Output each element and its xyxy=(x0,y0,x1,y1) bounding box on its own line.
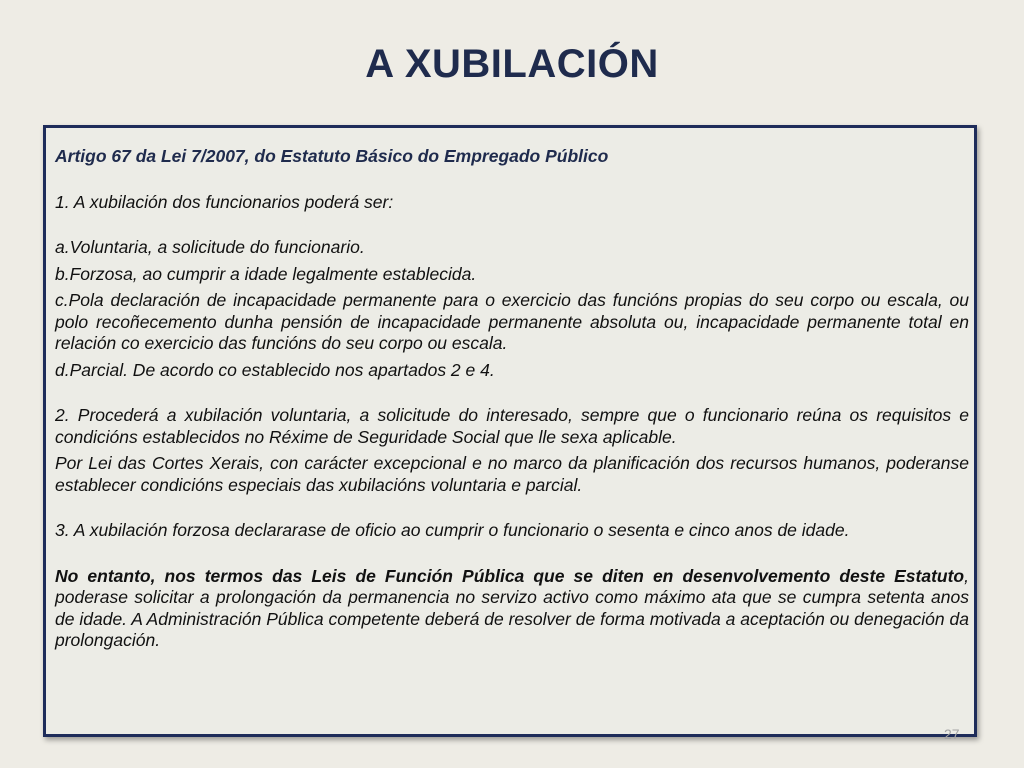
section3-rest: , poderase solicitar a prolongación da permanencia no servizo activo como máximo ata que se cumpra setenta anos de idade. A Administración Pública competente deberá de resolver de forma motivada a aceptación ou denegación da prolongación. xyxy=(55,565,969,650)
section3-paragraph-1: 3. A xubilación forzosa declararase de oficio ao cumprir o funcionario o sesenta e cinco anos de idade. xyxy=(55,520,850,540)
article-text xyxy=(55,146,969,652)
item-b: b.Forzosa, ao cumprir a idade legalmente establecida. xyxy=(55,263,477,284)
article-heading: Artigo 67 da Lei 7/2007, do Estatuto Básico do Empregado Público xyxy=(55,146,609,166)
slide-title: A XUBILACIÓN xyxy=(365,42,659,86)
section2-paragraph-2: Por Lei das Cortes Xerais, con carácter excepcional e no marco da planificación dos recursos humanos, poderanse establecer condicións especiais das xubilacións voluntaria e parcial. xyxy=(55,453,969,495)
section2-paragraph-1: 2. Procederá a xubilación voluntaria, a solicitude do interesado, sempre que o funcionario reúna os requisitos e condicións establecidos no Réxime de Seguridade Social que lle sexa aplicable. xyxy=(55,405,969,447)
section3-paragraph-2 xyxy=(55,566,969,652)
item-d: d.Parcial. De acordo co establecido nos apartados 2 e 4. xyxy=(55,359,495,380)
section3-bold-lead: No entanto, nos termos das Leis de Función Pública que se diten en desenvolvemento deste Estatuto xyxy=(55,565,965,586)
page-number: 27 xyxy=(944,726,960,742)
item-c: c.Pola declaración de incapacidade permanente para o exercicio das funcións propias do seu corpo ou escala, ou polo recoñecemento dunha pensión de incapacidade permanente absoluta ou, incapacidade permanente total en relación co exercicio das funcións do seu corpo ou escala. xyxy=(55,290,969,353)
item-a: a.Voluntaria, a solicitude do funcionario. xyxy=(55,237,365,257)
section1-intro: 1. A xubilación dos funcionarios poderá ser: xyxy=(55,191,394,212)
